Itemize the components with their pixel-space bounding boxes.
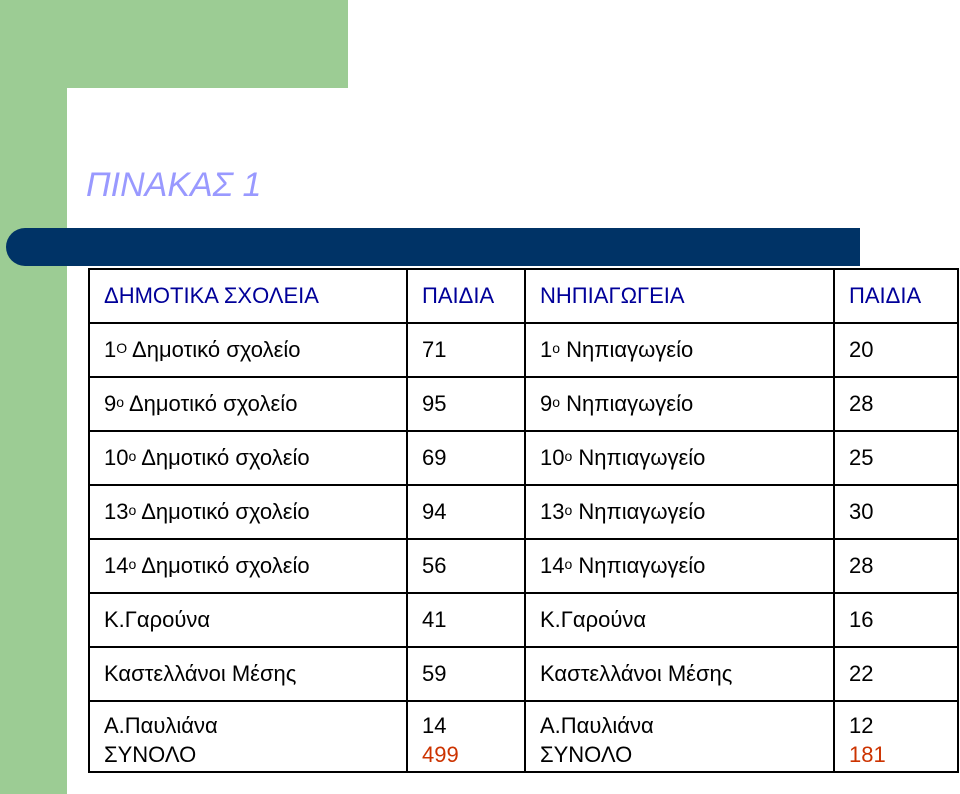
- header-children: ΠΑΙΔΙΑ: [407, 269, 525, 323]
- school-number: 10: [104, 445, 129, 470]
- ordinal-suffix: ο: [552, 394, 561, 410]
- school-label: Δημοτικό σχολείο: [128, 391, 298, 416]
- ordinal-suffix: ο: [552, 340, 561, 356]
- kindergarten-number: 13: [540, 499, 565, 524]
- total-label: ΣΥΝΟΛΟ: [89, 739, 407, 772]
- school-children: 59: [407, 647, 525, 701]
- kindergarten-number: 1: [540, 337, 553, 362]
- school-name: Κ.Γαρούνα: [89, 593, 407, 647]
- school-number: 9: [104, 391, 117, 416]
- kindergarten-name: [525, 323, 834, 377]
- school-name: [89, 323, 407, 377]
- header-kindergartens: ΝΗΠΙΑΓΩΓΕΙΑ: [525, 269, 834, 323]
- school-name: [89, 431, 407, 485]
- school-label: Δημοτικό σχολείο: [141, 445, 310, 470]
- school-name: [89, 485, 407, 539]
- school-name: [89, 539, 407, 593]
- school-label: Δημοτικό σχολείο: [141, 499, 310, 524]
- ordinal-suffix: ο: [116, 394, 125, 410]
- kindergarten-children: 20: [834, 323, 958, 377]
- kindergarten-name: [525, 431, 834, 485]
- header-schools: ΔΗΜΟΤΙΚΑ ΣΧΟΛΕΙΑ: [89, 269, 407, 323]
- school-name: [89, 377, 407, 431]
- kindergarten-name: Κ.Γαρούνα: [525, 593, 834, 647]
- header-bar: [6, 228, 860, 266]
- table-row: [89, 701, 958, 739]
- kindergarten-name: [525, 377, 834, 431]
- total-children-kindergartens: 181: [834, 739, 958, 772]
- school-label: Δημοτικό σχολείο: [132, 337, 301, 362]
- kindergarten-name: [525, 539, 834, 593]
- kindergarten-children: 16: [834, 593, 958, 647]
- school-children: 41: [407, 593, 525, 647]
- kindergarten-name: Καστελλάνοι Μέσης: [525, 647, 834, 701]
- table-row: [89, 431, 958, 485]
- kindergarten-name: Α.Παυλιάνα: [525, 701, 834, 739]
- table-row: [89, 647, 958, 701]
- ordinal-suffix: ο: [128, 556, 137, 572]
- kindergarten-label: Νηπιαγωγείο: [578, 553, 706, 578]
- ordinal-suffix: ο: [128, 502, 137, 518]
- kindergarten-children: 30: [834, 485, 958, 539]
- table-row: [89, 377, 958, 431]
- school-children: 56: [407, 539, 525, 593]
- total-label: ΣΥΝΟΛΟ: [525, 739, 834, 772]
- school-children: 94: [407, 485, 525, 539]
- ordinal-suffix: Ο: [116, 340, 128, 356]
- kindergarten-label: Νηπιαγωγείο: [566, 391, 694, 416]
- school-name: Καστελλάνοι Μέσης: [89, 647, 407, 701]
- kindergarten-label: Νηπιαγωγείο: [566, 337, 694, 362]
- school-number: 14: [104, 553, 129, 578]
- kindergarten-label: Νηπιαγωγείο: [578, 445, 706, 470]
- school-number: 1: [104, 337, 117, 362]
- table-row: [89, 323, 958, 377]
- ordinal-suffix: ο: [564, 502, 573, 518]
- kindergarten-children: 28: [834, 539, 958, 593]
- school-number: 13: [104, 499, 129, 524]
- school-children: 14: [407, 701, 525, 739]
- ordinal-suffix: ο: [128, 448, 137, 464]
- kindergarten-children: 28: [834, 377, 958, 431]
- schools-table: [88, 268, 959, 773]
- table-row: [89, 593, 958, 647]
- header-children: ΠΑΙΔΙΑ: [834, 269, 958, 323]
- kindergarten-number: 9: [540, 391, 553, 416]
- kindergarten-children: 22: [834, 647, 958, 701]
- school-children: 69: [407, 431, 525, 485]
- total-row: [89, 739, 958, 772]
- kindergarten-children: 12: [834, 701, 958, 739]
- school-children: 95: [407, 377, 525, 431]
- school-name: Α.Παυλιάνα: [89, 701, 407, 739]
- kindergarten-number: 14: [540, 553, 565, 578]
- ordinal-suffix: ο: [564, 556, 573, 572]
- kindergarten-name: [525, 485, 834, 539]
- total-children-schools: 499: [407, 739, 525, 772]
- school-children: 71: [407, 323, 525, 377]
- background-green-left: [0, 0, 67, 794]
- background-green-top: [0, 0, 348, 88]
- page-title: ΠΙΝΑΚΑΣ 1: [86, 166, 262, 204]
- kindergarten-label: Νηπιαγωγείο: [578, 499, 706, 524]
- table-row: [89, 485, 958, 539]
- kindergarten-number: 10: [540, 445, 565, 470]
- table-row: [89, 539, 958, 593]
- table-header-row: [89, 269, 958, 323]
- kindergarten-children: 25: [834, 431, 958, 485]
- ordinal-suffix: ο: [564, 448, 573, 464]
- school-label: Δημοτικό σχολείο: [141, 553, 310, 578]
